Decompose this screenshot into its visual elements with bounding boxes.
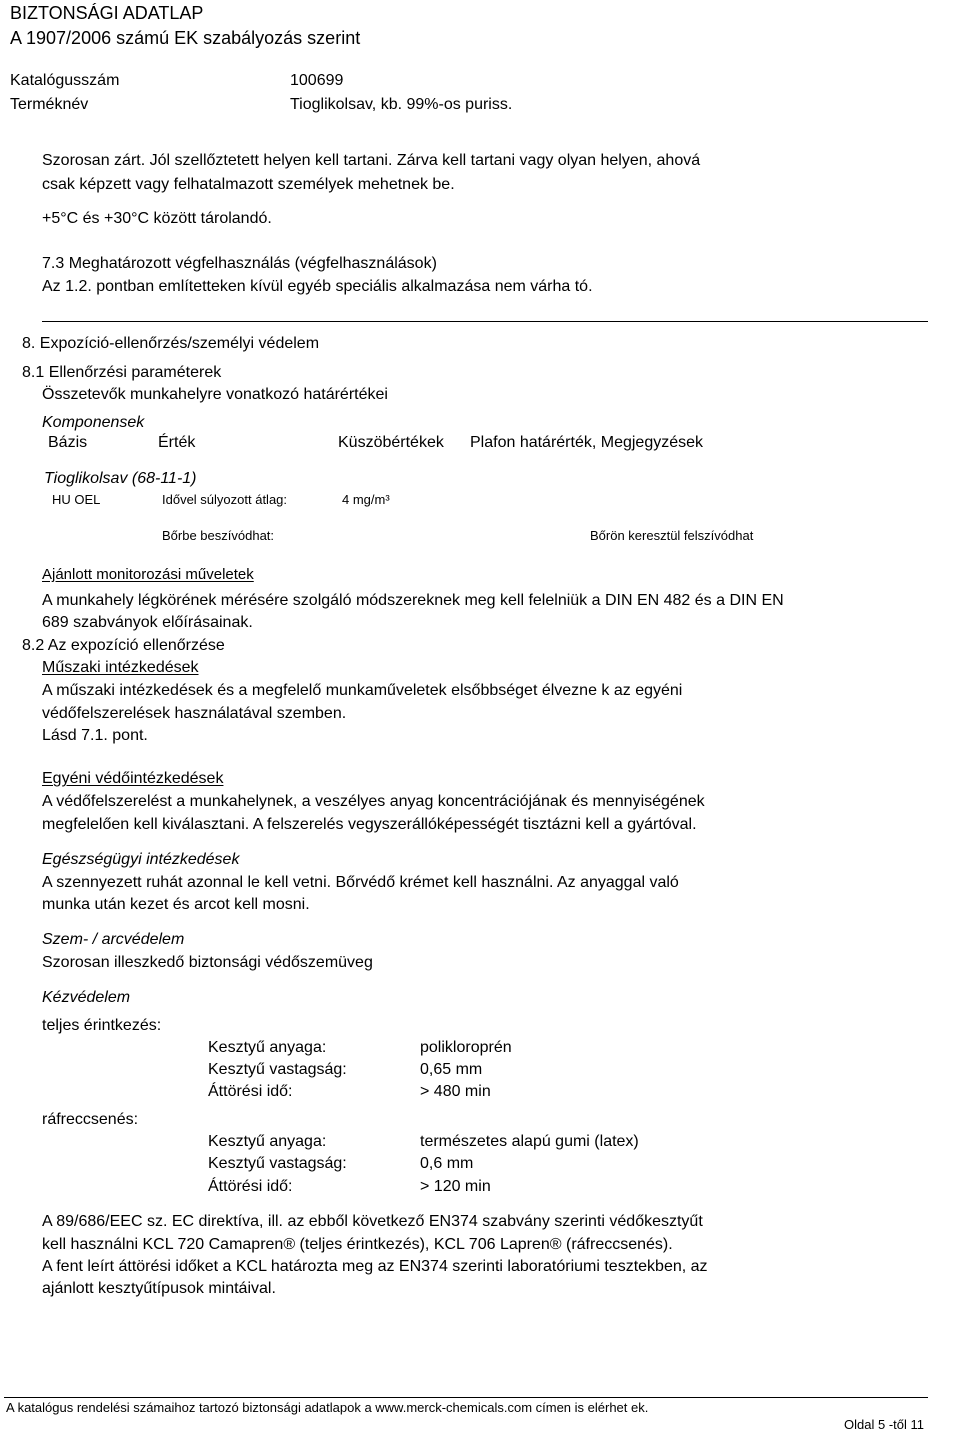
storage-temperature: +5°C és +30°C között tárolandó.	[42, 210, 272, 227]
page-number: Oldal 5 -től 11	[844, 1417, 924, 1432]
eye-protection-text: Szorosan illeszkedő biztonsági védőszemüveg	[42, 954, 373, 971]
tech-line-1: A műszaki intézkedések és a megfelelő munkaműveletek elsőbbséget élvezne k az egyéni	[42, 682, 683, 699]
hygiene-heading: Egészségügyi intézkedések	[42, 851, 240, 868]
col-basis: Bázis	[48, 434, 88, 451]
directive-line-1: A 89/686/EEC sz. EC direktíva, ill. az ebből következő EN374 szabvány szerinti védőkesztyűt	[42, 1213, 703, 1230]
full-material-value: polikloroprén	[420, 1039, 512, 1056]
tech-line-3: Lásd 7.1. pont.	[42, 727, 148, 744]
limits-heading: Összetevők munkahelyre vonatkozó határértékei	[42, 386, 388, 403]
storage-line-1: Szorosan zárt. Jól szellőztetett helyen kell tartani. Zárva kell tartani vagy olyan helyen, ahová	[42, 152, 701, 169]
twa-value: 4 mg/m³	[342, 492, 390, 507]
regulation-subtitle: A 1907/2006 számú EK szabályozás szerint	[10, 28, 361, 48]
personal-line-1: A védőfelszerelést a munkahelynek, a veszélyes anyag koncentrációjának és mennyiségének	[42, 793, 705, 810]
directive-line-3: A fent leírt áttörési időket a KCL határozta meg az EN374 szerinti laboratóriumi tesztekben, az	[42, 1258, 708, 1275]
catalog-value: 100699	[290, 72, 344, 89]
splash-thickness-value: 0,6 mm	[420, 1155, 474, 1172]
section-7-3-heading: 7.3 Meghatározott végfelhasználás (végfelhasználások)	[42, 255, 437, 272]
splash-breakthrough-label: Áttörési idő:	[208, 1178, 293, 1195]
basis-value: HU OEL	[52, 492, 101, 507]
components-label: Komponensek	[42, 414, 145, 431]
full-thickness-value: 0,65 mm	[420, 1061, 483, 1078]
skin-value: Bőrön keresztül felszívódhat	[590, 528, 754, 543]
col-threshold: Küszöbértékek	[338, 434, 444, 451]
footer-divider	[4, 1397, 928, 1398]
personal-line-2: megfelelően kell kiválasztani. A felszerelés vegyszerállóképességét tisztázni kell a gyártóval.	[42, 816, 697, 833]
tech-measures-heading: Műszaki intézkedések	[42, 659, 199, 676]
splash-thickness-label: Kesztyű vastagság:	[208, 1155, 347, 1172]
section-divider	[42, 321, 928, 322]
splash-material-label: Kesztyű anyaga:	[208, 1133, 327, 1150]
footer-text: A katalógus rendelési számaihoz tartozó biztonsági adatlapok a www.merck-chemicals.com címen is elérhet ek.	[6, 1400, 649, 1415]
full-material-label: Kesztyű anyaga:	[208, 1039, 327, 1056]
full-breakthrough-value: > 480 min	[420, 1083, 491, 1100]
skin-label: Bőrbe beszívódhat:	[162, 528, 275, 543]
directive-line-4: ajánlott kesztyűtípusok mintáival.	[42, 1280, 276, 1297]
catalog-label: Katalógusszám	[10, 72, 120, 89]
product-label: Terméknév	[10, 96, 89, 113]
directive-line-2: kell használni KCL 720 Camapren® (teljes érintkezés), KCL 706 Lapren® (ráfreccsenés).	[42, 1236, 673, 1253]
splash-material-value: természetes alapú gumi (latex)	[420, 1133, 639, 1150]
full-contact-label: teljes érintkezés:	[42, 1017, 162, 1034]
full-thickness-label: Kesztyű vastagság:	[208, 1061, 347, 1078]
section-8-1-heading: 8.1 Ellenőrzési paraméterek	[22, 364, 222, 381]
product-value: Tioglikolsav, kb. 99%-os puriss.	[290, 96, 513, 113]
hygiene-line-2: munka után kezet és arcot kell mosni.	[42, 896, 310, 913]
splash-label: ráfreccsenés:	[42, 1111, 139, 1128]
col-ceiling: Plafon határérték, Megjegyzések	[470, 434, 704, 451]
personal-measures-heading: Egyéni védőintézkedések	[42, 770, 224, 787]
eye-protection-heading: Szem- / arcvédelem	[42, 931, 185, 948]
section-7-3-text: Az 1.2. pontban említetteken kívül egyéb speciális alkalmazása nem várha tó.	[42, 278, 593, 295]
monitoring-heading: Ajánlott monitorozási műveletek	[42, 566, 254, 583]
monitoring-line-1: A munkahely légkörének mérésére szolgáló módszereknek meg kell felelniük a DIN EN 482 és a DIN EN	[42, 592, 784, 609]
section-8-heading: 8. Expozíció-ellenőrzés/személyi védelem	[22, 335, 320, 352]
tech-line-2: védőfelszerelések használatával szemben.	[42, 705, 347, 722]
monitoring-line-2: 689 szabványok előírásainak.	[42, 614, 253, 631]
substance-name: Tioglikolsav (68-11-1)	[44, 470, 197, 487]
storage-line-2: csak képzett vagy felhatalmazott személyek mehetnek be.	[42, 176, 455, 193]
hand-protection-heading: Kézvédelem	[42, 989, 131, 1006]
section-8-2-heading: 8.2 Az expozíció ellenőrzése	[22, 637, 225, 654]
hygiene-line-1: A szennyezett ruhát azonnal le kell vetni. Bőrvédő krémet kell használni. Az anyaggal való	[42, 874, 679, 891]
col-value: Érték	[158, 434, 196, 451]
splash-breakthrough-value: > 120 min	[420, 1178, 491, 1195]
full-breakthrough-label: Áttörési idő:	[208, 1083, 293, 1100]
twa-label: Idővel súlyozott átlag:	[162, 492, 288, 507]
document-title: BIZTONSÁGI ADATLAP	[10, 3, 204, 23]
